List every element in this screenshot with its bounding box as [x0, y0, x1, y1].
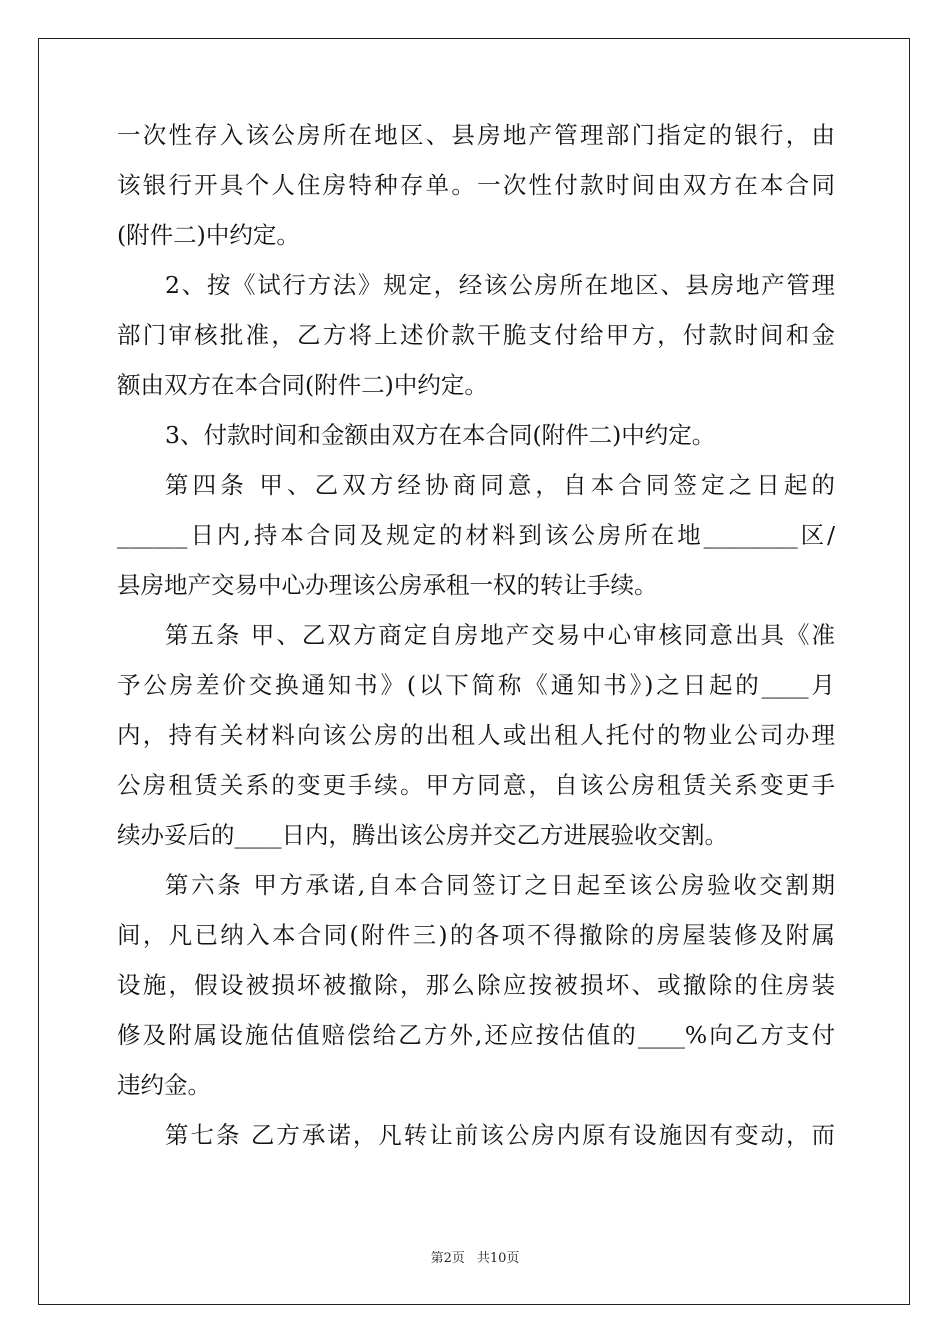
- text-line: 违约金。: [117, 1071, 211, 1099]
- page-number: 第2页: [430, 1251, 465, 1266]
- text-line: (附件二)中约定。: [117, 221, 300, 249]
- text-line: 该银行开具个人住房特种存单。一次性付款时间由双方在本合同: [117, 171, 835, 199]
- text-line: 第七条 乙方承诺，凡转让前该公房内原有设施因有变动，而: [165, 1121, 835, 1149]
- text-line: 部门审核批准，乙方将上述价款干脆支付给甲方，付款时间和金: [117, 321, 835, 349]
- text-line: 间，凡已纳入本合同(附件三)的各项不得撤除的房屋装修及附属: [117, 921, 835, 949]
- document-body: [117, 110, 835, 1160]
- text-line: 修及附属设施估值赔偿给乙方外,还应按估值的____%向乙方支付: [117, 1021, 835, 1049]
- text-line: 2、按《试行方法》规定，经该公房所在地区、县房地产管理: [165, 271, 835, 299]
- text-line: 县房地产交易中心办理该公房承租一权的转让手续。: [117, 571, 658, 599]
- text-line: 第四条 甲、乙双方经协商同意，自本合同签定之日起的: [165, 471, 835, 499]
- text-line: ______日内,持本合同及规定的材料到该公房所在地________区/: [117, 521, 835, 549]
- text-line: 公房租赁关系的变更手续。甲方同意，自该公房租赁关系变更手: [117, 771, 835, 799]
- text-line: 额由双方在本合同(附件二)中约定。: [117, 371, 488, 399]
- text-line: 内，持有关材料向该公房的出租人或出租人托付的物业公司办理: [117, 721, 835, 749]
- text-line: 予公房差价交换通知书》(以下简称《通知书》)之日起的____月: [117, 671, 835, 699]
- text-line: 设施，假设被损坏被撤除，那么除应按被损坏、或撤除的住房装: [117, 971, 835, 999]
- text-line: 一次性存入该公房所在地区、县房地产管理部门指定的银行，由: [117, 121, 835, 149]
- text-line: 第五条 甲、乙双方商定自房地产交易中心审核同意出具《准: [165, 621, 835, 649]
- text-line: 3、付款时间和金额由双方在本合同(附件二)中约定。: [165, 421, 716, 449]
- page-footer: [0, 1247, 950, 1266]
- text-line: 第六条 甲方承诺,自本合同签订之日起至该公房验收交割期: [165, 871, 835, 899]
- text-line: 续办妥后的____日内，腾出该公房并交乙方进展验收交割。: [117, 821, 728, 849]
- page-total: 共10页: [476, 1251, 520, 1266]
